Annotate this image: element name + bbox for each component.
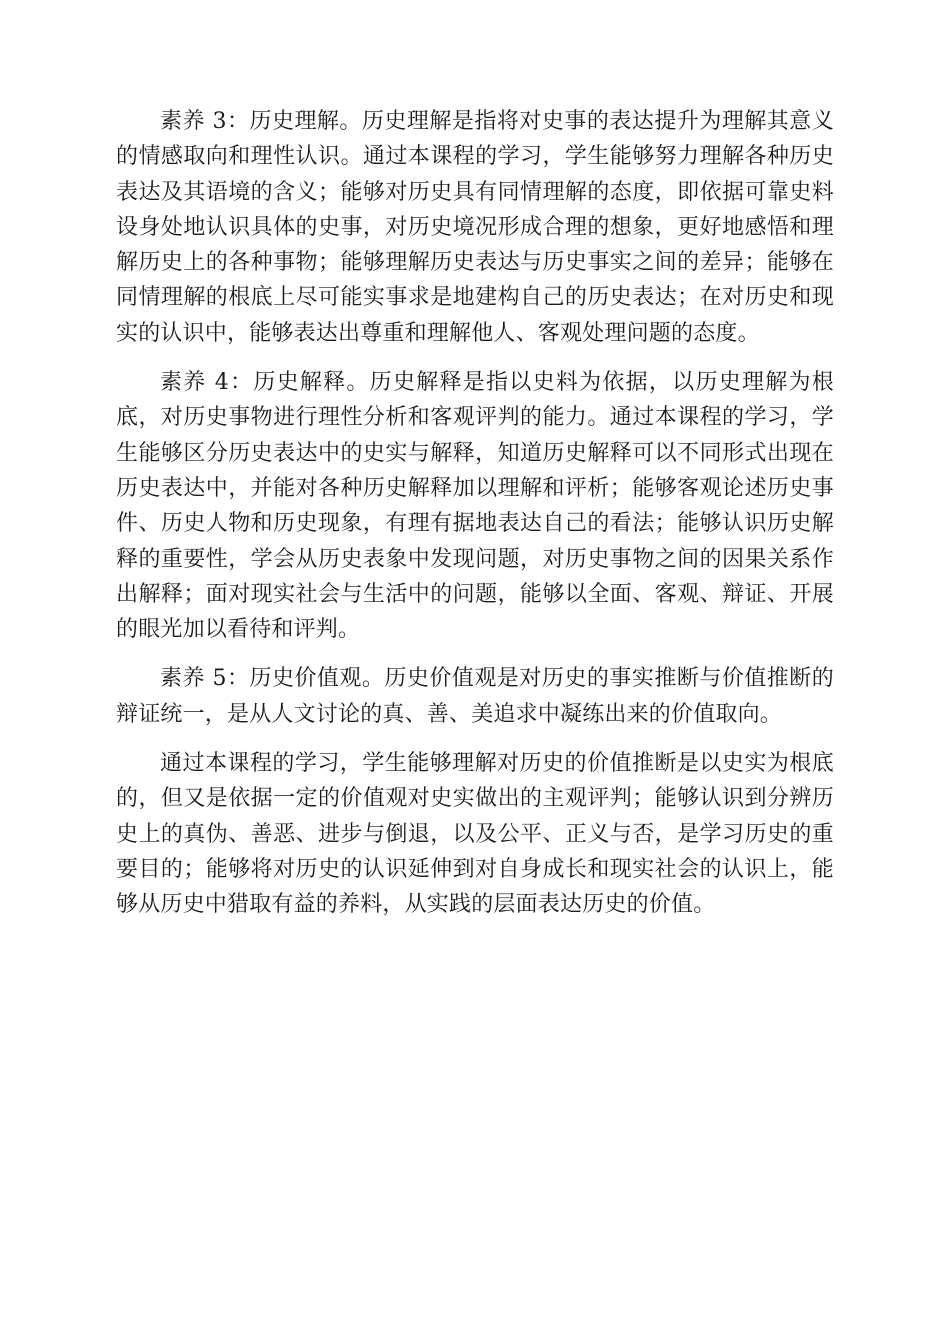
paragraph-literacy-4: 素养 4：历史解释。历史解释是指以史料为依据，以历史理解为根底，对历史事物进行理性分析和客观评判的能力。通过本课程的学习，学生能够区分历史表达中的史实与解释，知道历史解释可以不同形式出现在历史表达中，并能对各种历史解释加以理解和评析；能够客观论述历史事件、历史人物和历史现象，有理有据地表达自己的看法；能够认识历史解释的重要性，学会从历史表象中发现问题，对历史事物之间的因果关系作出解释；面对现实社会与生活中的问题，能够以全面、客观、辩证、开展的眼光加以看待和评判。 xyxy=(116,370,834,643)
paragraph-course-outcome: 通过本课程的学习，学生能够理解对历史的价值推断是以史实为根底的，但又是依据一定的价值观对史实做出的主观评判；能够认识到分辨历史上的真伪、善恶、进步与倒退，以及公平、正义与否，是学习历史的重要目的；能够将对历史的认识延伸到对自身成长和现实社会的认识上，能够从历史中猎取有益的养料，从实践的层面表达历史的价值。 xyxy=(116,751,834,918)
document-body xyxy=(116,104,834,923)
paragraph-literacy-3: 素养 3：历史理解。历史理解是指将对史事的表达提升为理解其意义的情感取向和理性认识。通过本课程的学习，学生能够努力理解各种历史表达及其语境的含义；能够对历史具有同情理解的态度，即依据可靠史料设身处地认识具体的史事，对历史境况形成合理的想象，更好地感悟和理解历史上的各种事物；能够理解历史表达与历史事实之间的差异；能够在同情理解的根底上尽可能实事求是地建构自己的历史表达；在对历史和现实的认识中，能够表达出尊重和理解他人、客观处理问题的态度。 xyxy=(116,109,834,346)
paragraph-literacy-5: 素养 5：历史价值观。历史价值观是对历史的事实推断与价值推断的辩证统一，是从人文讨论的真、善、美追求中凝练出来的价值取向。 xyxy=(116,666,834,727)
